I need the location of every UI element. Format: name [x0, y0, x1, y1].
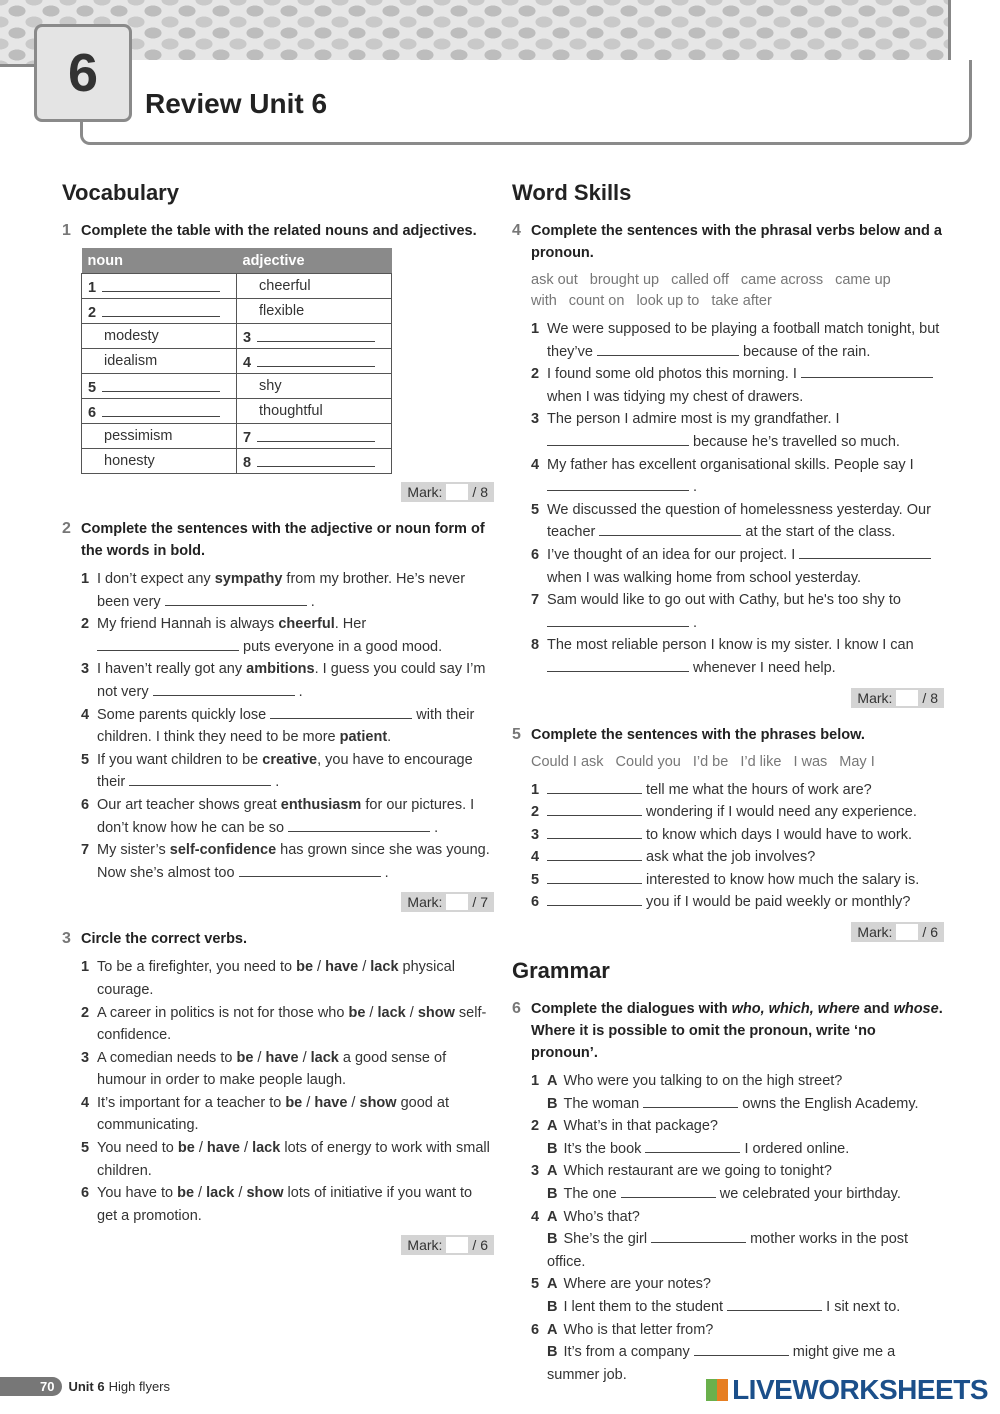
grammar-heading: Grammar — [512, 958, 610, 984]
answer-blank[interactable] — [547, 801, 642, 816]
list-item: 5 A Where are your notes? B I lent them to the student I sit next to. — [531, 1276, 901, 1315]
instruction-text: Complete the dialogues with — [531, 1001, 732, 1018]
answer-blank[interactable] — [547, 476, 689, 491]
item-number: 7 — [243, 429, 252, 446]
answer-blank[interactable] — [645, 1138, 740, 1153]
given-word: honesty — [104, 453, 155, 469]
exercise-4-instruction — [512, 220, 944, 264]
mark-box-ex5 — [512, 922, 944, 942]
mark-box-ex3 — [62, 1235, 494, 1255]
list-item: 4 My father has excellent organisational skills. People say I . — [531, 456, 914, 496]
list-item: 2 A What’s in that package? B It’s the book I ordered online. — [531, 1118, 850, 1157]
answer-blank[interactable] — [257, 452, 375, 467]
exercise-5-instruction — [512, 724, 944, 746]
table-header-adjective: adjective — [237, 248, 392, 274]
answer-blank[interactable] — [165, 591, 307, 606]
answer-blank[interactable] — [153, 681, 295, 696]
logo-text: LIVEWORKSHEETS — [732, 1374, 988, 1405]
header-banner — [0, 0, 951, 67]
table-row — [82, 449, 392, 474]
answer-blank[interactable] — [102, 302, 220, 317]
mark-box-ex1 — [62, 482, 494, 502]
list-item: 7 My sister’s self-confidence has grown since she was young. Now she’s almost too . — [81, 842, 490, 881]
table-row — [82, 374, 392, 399]
item-number: 6 — [531, 894, 540, 911]
exercise-6-instruction — [512, 998, 944, 1064]
exercise-number: 5 — [512, 725, 521, 743]
unit-number-box: 6 — [34, 24, 132, 122]
list-item: 6 You have to be / lack / show lots of initiative if you want to get a promotion. — [81, 1185, 473, 1224]
item-number: 3 — [531, 826, 540, 843]
list-item: 6 Our art teacher shows great enthusiasm for our pictures. I don’t know how he can be so . — [81, 796, 475, 836]
exercise-number: 3 — [62, 930, 71, 948]
table-cell — [82, 424, 237, 449]
item-number: 1 — [88, 279, 97, 296]
word-option: count on — [568, 293, 625, 309]
table-row — [82, 274, 392, 299]
word-option: Could I ask — [531, 753, 604, 770]
word-option: May I — [839, 753, 875, 770]
mark-input[interactable] — [896, 924, 918, 940]
table-cell — [237, 324, 392, 349]
vocabulary-table — [81, 248, 392, 474]
given-word: shy — [259, 378, 282, 394]
given-word: flexible — [259, 303, 305, 319]
answer-blank[interactable] — [547, 891, 642, 906]
instruction-text: Circle the correct verbs. — [81, 931, 248, 948]
instruction-text-end: . Where it is possible to omit the pronoun, write ‘no pronoun’. — [531, 1001, 943, 1062]
mark-total: / 6 — [472, 1237, 488, 1254]
list-item: 1 We were supposed to be playing a football match tonight, but they’ve because of the rain. — [531, 321, 940, 360]
item-text: to know which days I would have to work. — [646, 826, 912, 843]
instruction-and: and — [859, 1001, 894, 1018]
item-number: 2 — [531, 804, 540, 821]
exercise-number: 2 — [62, 520, 71, 537]
answer-blank[interactable] — [727, 1296, 822, 1311]
table-cell — [237, 449, 392, 474]
instruction-whose: whose — [893, 1001, 939, 1018]
item-text: interested to know how much the salary is. — [646, 871, 920, 888]
table-cell — [237, 424, 392, 449]
answer-blank[interactable] — [547, 612, 689, 627]
footer-unit: Unit 6 — [68, 1379, 105, 1394]
item-number: 2 — [88, 304, 97, 321]
exercise-3-instruction — [62, 928, 494, 950]
page-title: Review Unit 6 — [145, 88, 328, 119]
given-word: modesty — [104, 328, 159, 344]
mark-label: Mark: — [407, 1237, 443, 1254]
table-row — [82, 324, 392, 349]
exercise-number: 1 — [62, 222, 71, 239]
list-item — [512, 869, 944, 892]
list-item: 1 I don’t expect any sympathy from my brother. He’s never been very . — [81, 571, 466, 610]
list-item: 4 It’s important for a teacher to be / have / show good at communicating. — [81, 1094, 449, 1134]
list-item — [512, 846, 944, 869]
mark-input[interactable] — [896, 690, 918, 706]
word-option: came across — [740, 272, 824, 288]
answer-blank[interactable] — [801, 363, 933, 378]
list-item — [512, 801, 944, 824]
answer-blank[interactable] — [547, 869, 642, 884]
list-item: 1 A Who were you talking to on the high street? B The woman owns the English Academy. — [531, 1073, 919, 1112]
logo-icon — [706, 1379, 728, 1401]
word-option: came up with — [531, 272, 891, 309]
item-text: ask what the job involves? — [646, 849, 816, 866]
right-column — [512, 180, 944, 1386]
answer-blank[interactable] — [651, 1228, 746, 1243]
exercise-number: 6 — [512, 1000, 521, 1018]
word-option: brought up — [589, 272, 660, 288]
item-text: tell me what the hours of work are? — [646, 781, 872, 798]
item-number: 6 — [88, 404, 97, 421]
footer-unit-title: High flyers — [108, 1379, 171, 1394]
list-item: 7 Sam would like to go out with Cathy, but he's too shy to . — [531, 592, 901, 631]
item-number: 4 — [531, 849, 540, 866]
mark-total: / 8 — [922, 689, 938, 706]
exercise-3-list — [62, 956, 494, 1227]
table-row — [82, 399, 392, 424]
word-option: I’d like — [740, 753, 782, 770]
page-footer — [0, 1377, 170, 1396]
word-option: I was — [793, 753, 828, 770]
table-cell — [82, 374, 237, 399]
instruction-text: Complete the sentences with the phrases below. — [531, 726, 865, 743]
word-option: called off — [671, 272, 729, 288]
answer-blank[interactable] — [621, 1183, 716, 1198]
mark-label: Mark: — [407, 894, 443, 911]
item-number: 5 — [88, 379, 97, 396]
exercise-4-list — [512, 318, 944, 680]
list-item: 2 I found some old photos this morning. I when I was tidying my chest of drawers. — [512, 363, 944, 408]
mark-total: / 8 — [472, 484, 488, 500]
answer-blank[interactable] — [129, 771, 271, 786]
answer-blank[interactable] — [547, 657, 689, 672]
exercise-2-list — [62, 568, 494, 884]
mark-box-ex4 — [512, 688, 944, 708]
answer-blank[interactable] — [799, 544, 931, 559]
item-number: 1 — [531, 781, 540, 798]
answer-blank[interactable] — [288, 817, 430, 832]
list-item: 2 A career in politics is not for those who be / lack / show self-confidence. — [81, 1004, 487, 1044]
exercise-5-list — [512, 779, 944, 915]
list-item: 4 Some parents quickly lose with their children. I think they need to be more patient. — [62, 704, 494, 749]
answer-blank[interactable] — [239, 862, 381, 877]
answer-blank[interactable] — [257, 352, 375, 367]
vocabulary-heading: Vocabulary — [62, 180, 179, 205]
table-cell — [82, 299, 237, 324]
answer-blank[interactable] — [643, 1093, 738, 1108]
list-item: 4 A Who’s that? B She’s the girl mother works in the post office. — [531, 1208, 909, 1270]
answer-blank[interactable] — [547, 824, 642, 839]
mark-total: / 6 — [922, 924, 938, 941]
phrasal-verbs-box — [512, 270, 944, 312]
instruction-pronouns: who, which, where — [731, 1001, 860, 1018]
answer-blank[interactable] — [547, 779, 642, 794]
left-column — [62, 180, 494, 1271]
given-word: thoughtful — [259, 403, 323, 419]
list-item: 5 You need to be / have / lack lots of energy to work with small children. — [81, 1140, 490, 1179]
list-item: 8 The most reliable person I know is my sister. I know I can whenever I need help. — [531, 637, 914, 676]
word-option: take after — [711, 293, 772, 309]
exercise-6-list — [512, 1070, 944, 1386]
word-option: I’d be — [692, 753, 729, 770]
instruction-text: Complete the table with the related nouns and adjectives. — [81, 223, 477, 239]
exercise-number: 4 — [512, 222, 521, 239]
answer-blank[interactable] — [599, 521, 741, 536]
answer-blank[interactable] — [97, 636, 239, 651]
item-text: wondering if I would need any experience. — [646, 804, 917, 821]
word-option: ask out — [531, 272, 578, 288]
list-item: 6 I’ve thought of an idea for our project. I when I was walking home from school yesterday. — [512, 544, 944, 589]
list-item: 3 A comedian needs to be / have / lack a good sense of humour in order to make people laugh. — [81, 1049, 447, 1089]
word-skills-heading: Word Skills — [512, 180, 632, 205]
list-item — [512, 779, 944, 802]
list-item: 2 My friend Hannah is always cheerful. Her puts everyone in a good mood. — [81, 616, 443, 655]
table-row — [82, 424, 392, 449]
table-cell — [82, 349, 237, 374]
mark-label: Mark: — [857, 689, 893, 706]
table-cell — [82, 274, 237, 299]
list-item: 6 A Who is that letter from? B It’s from a company might give me a summer job. — [531, 1321, 896, 1383]
item-number: 4 — [243, 354, 252, 371]
table-row — [82, 299, 392, 324]
answer-blank[interactable] — [547, 431, 689, 446]
mark-total: / 7 — [472, 894, 488, 911]
table-cell — [237, 399, 392, 424]
instruction-text: Complete the sentences with the adjective or noun form of the words in bold. — [81, 521, 485, 559]
list-item: 5 If you want children to be creative, you have to encourage their . — [81, 751, 473, 791]
list-item: 5 We discussed the question of homelessness yesterday. Our teacher at the start of the class. — [531, 501, 931, 541]
answer-blank[interactable] — [270, 704, 412, 719]
table-cell — [237, 274, 392, 299]
mark-input[interactable] — [446, 484, 468, 500]
phrases-box — [512, 752, 944, 773]
answer-blank[interactable] — [102, 277, 220, 292]
mark-input[interactable] — [446, 894, 468, 910]
liveworksheets-logo — [706, 1374, 988, 1406]
word-option: look up to — [636, 293, 700, 309]
answer-blank[interactable] — [694, 1341, 789, 1356]
item-number: 3 — [243, 329, 252, 346]
answer-blank[interactable] — [257, 427, 375, 442]
exercise-2-instruction — [62, 518, 494, 562]
word-option: Could you — [615, 753, 681, 770]
answer-blank[interactable] — [102, 377, 220, 392]
table-cell — [237, 374, 392, 399]
mark-label: Mark: — [857, 924, 893, 941]
answer-blank[interactable] — [597, 341, 739, 356]
table-row — [82, 349, 392, 374]
table-cell — [237, 349, 392, 374]
given-word: idealism — [104, 353, 158, 369]
item-number: 8 — [243, 454, 252, 471]
list-item: 3 A Which restaurant are we going to tonight? B The one we celebrated your birthday. — [531, 1163, 901, 1203]
page-number: 70 — [0, 1377, 62, 1396]
table-cell — [237, 299, 392, 324]
answer-blank[interactable] — [102, 402, 220, 417]
given-word: cheerful — [259, 278, 311, 294]
table-cell — [82, 399, 237, 424]
given-word: pessimism — [104, 428, 173, 444]
list-item: 3 The person I admire most is my grandfather. I because he’s travelled so much. — [531, 411, 900, 450]
table-cell — [82, 449, 237, 474]
table-header-noun: noun — [82, 248, 237, 274]
instruction-text: Complete the sentences with the phrasal verbs below and a pronoun. — [531, 223, 942, 261]
answer-blank[interactable] — [547, 846, 642, 861]
mark-box-ex2 — [62, 892, 494, 912]
item-number: 5 — [531, 871, 540, 888]
list-item: 1 To be a firefighter, you need to be / have / lack physical courage. — [81, 959, 455, 998]
mark-input[interactable] — [446, 1237, 468, 1253]
answer-blank[interactable] — [257, 327, 375, 342]
mark-label: Mark: — [407, 484, 443, 500]
list-item — [512, 824, 944, 847]
table-cell — [82, 324, 237, 349]
exercise-1-instruction — [62, 220, 494, 242]
item-text: you if I would be paid weekly or monthly? — [646, 894, 911, 911]
list-item: 3 I haven’t really got any ambitions. I guess you could say I’m not very . — [81, 661, 486, 700]
list-item — [512, 891, 944, 914]
